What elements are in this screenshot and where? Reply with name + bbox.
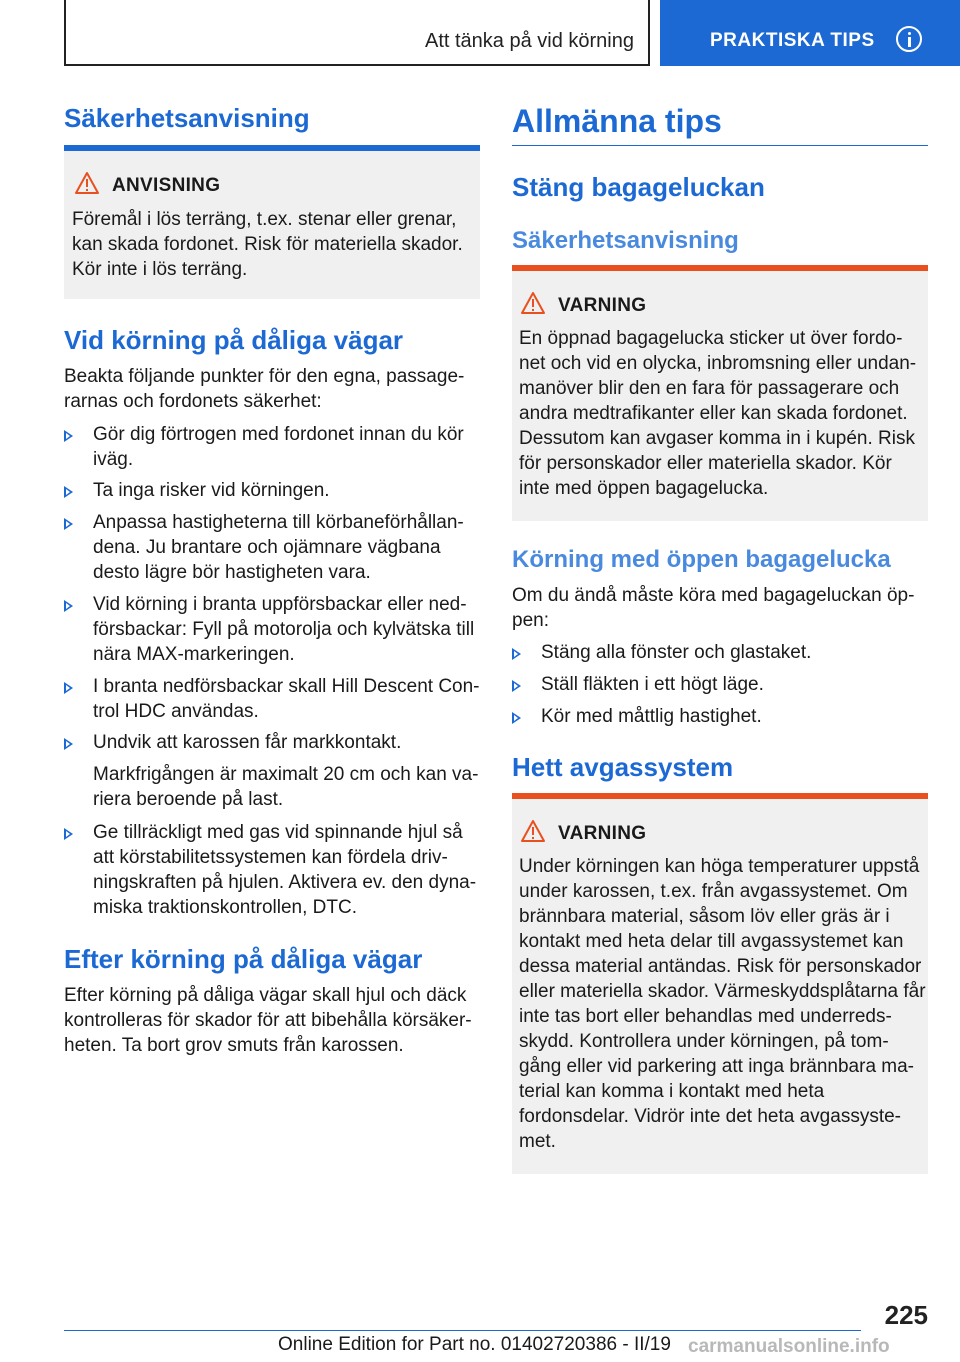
- warning-text-exhaust: Under körningen kan höga temperaturer uppstå under karossen, t.ex. från avgassystemet. Om brännbara material, såsom löv eller gräs är i kontakt med heta delar till avgassystemet kan dessa material antändas. Risk för personskador eller materiella skador. Värmeskyddsplåtarna får inte tas bort eller behandlas med underreds- skydd. Kontrollera under körningen, på tom- gång eller vid parkering att inga brännbara ma- terial kan komma i kontakt med heta fordonsdelar. Vidrör inte det heta avgassyste- met.: [519, 856, 926, 1152]
- footer-rule: [64, 1330, 861, 1331]
- warning-box-trunk: [512, 271, 928, 521]
- bullet-triangle-icon: [64, 828, 73, 840]
- heading-bad-roads: Vid körning på dåliga vägar: [64, 325, 404, 355]
- notice-title: ANVISNING: [112, 175, 221, 196]
- heading-hot-exhaust: Hett avgassystem: [512, 752, 734, 782]
- bullet-triangle-icon: [64, 738, 73, 750]
- bullet-triangle-icon: [512, 680, 521, 692]
- page-number: 225: [884, 1300, 928, 1330]
- warning-text-trunk: En öppnad bagagelucka sticker ut över fordo- net och vid en olycka, inbromsning eller undan- manöver blir den en fara för passagerare och andra medtrafikanter eller kan skada fordonet. Dessutom kan avgaser komma in i kupén. Risk för personskador eller materiella skador. Kör inte med öppen bagagelucka.: [519, 328, 917, 499]
- bullet-triangle-icon: [512, 712, 521, 724]
- warning-title: VARNING: [558, 295, 647, 316]
- footer-edition: Online Edition for Part no. 01402720386 - II/19: [278, 1334, 671, 1355]
- header-tab-label: PRAKTISKA TIPS: [710, 30, 875, 51]
- notice-box: [64, 151, 480, 299]
- warning-triangle-icon: [74, 171, 100, 195]
- heading-after-bad-roads: Efter körning på dåliga vägar: [64, 944, 423, 974]
- heading-general-tips: Allmänna tips: [512, 103, 722, 139]
- warning-box-exhaust: [512, 799, 928, 1174]
- heading-safety-notice-right: Säkerhetsanvisning: [512, 227, 739, 254]
- bullet-triangle-icon: [512, 648, 521, 660]
- warning-triangle-icon: [520, 819, 546, 843]
- heading-open-trunk: Körning med öppen bagagelucka: [512, 546, 891, 573]
- info-icon[interactable]: [896, 26, 922, 52]
- notice-text: Föremål i lös terräng, t.ex. stenar eller grenar, kan skada fordonet. Risk för materiella skador. Kör inte i lös terräng.: [72, 209, 463, 280]
- header-border-left: [64, 0, 66, 66]
- bullet-triangle-icon: [64, 600, 73, 612]
- bullet-triangle-icon: [64, 430, 73, 442]
- heading-close-trunk: Stäng bagageluckan: [512, 172, 765, 202]
- header-underline: [64, 64, 650, 66]
- bad-roads-intro: Beakta följande punkter för den egna, passage- rarnas och fordonets säkerhet:: [64, 366, 465, 412]
- open-trunk-intro: Om du ändå måste köra med bagageluckan öp- pen:: [512, 585, 915, 631]
- header-section-title: Att tänka på vid körning: [424, 30, 634, 52]
- bullet-triangle-icon: [64, 682, 73, 694]
- bullet-triangle-icon: [64, 486, 73, 498]
- after-bad-roads-text: Efter körning på dåliga vägar skall hjul och däck kontrolleras för skador för att bibehålla körsäker- heten. Ta bort grov smuts från karossen.: [64, 985, 472, 1056]
- warning-title: VARNING: [558, 823, 647, 844]
- watermark: carmanualsonline.info: [688, 1336, 890, 1357]
- bullet-triangle-icon: [64, 518, 73, 530]
- header-tab-practical-tips[interactable]: [660, 0, 960, 66]
- general-tips-rule: [512, 145, 928, 146]
- warning-triangle-icon: [520, 291, 546, 315]
- ground-clearance-note: Markfrigången är maximalt 20 cm och kan va-: [93, 764, 479, 785]
- header-border-right: [648, 0, 650, 66]
- heading-safety-notice: Säkerhetsanvisning: [64, 103, 310, 133]
